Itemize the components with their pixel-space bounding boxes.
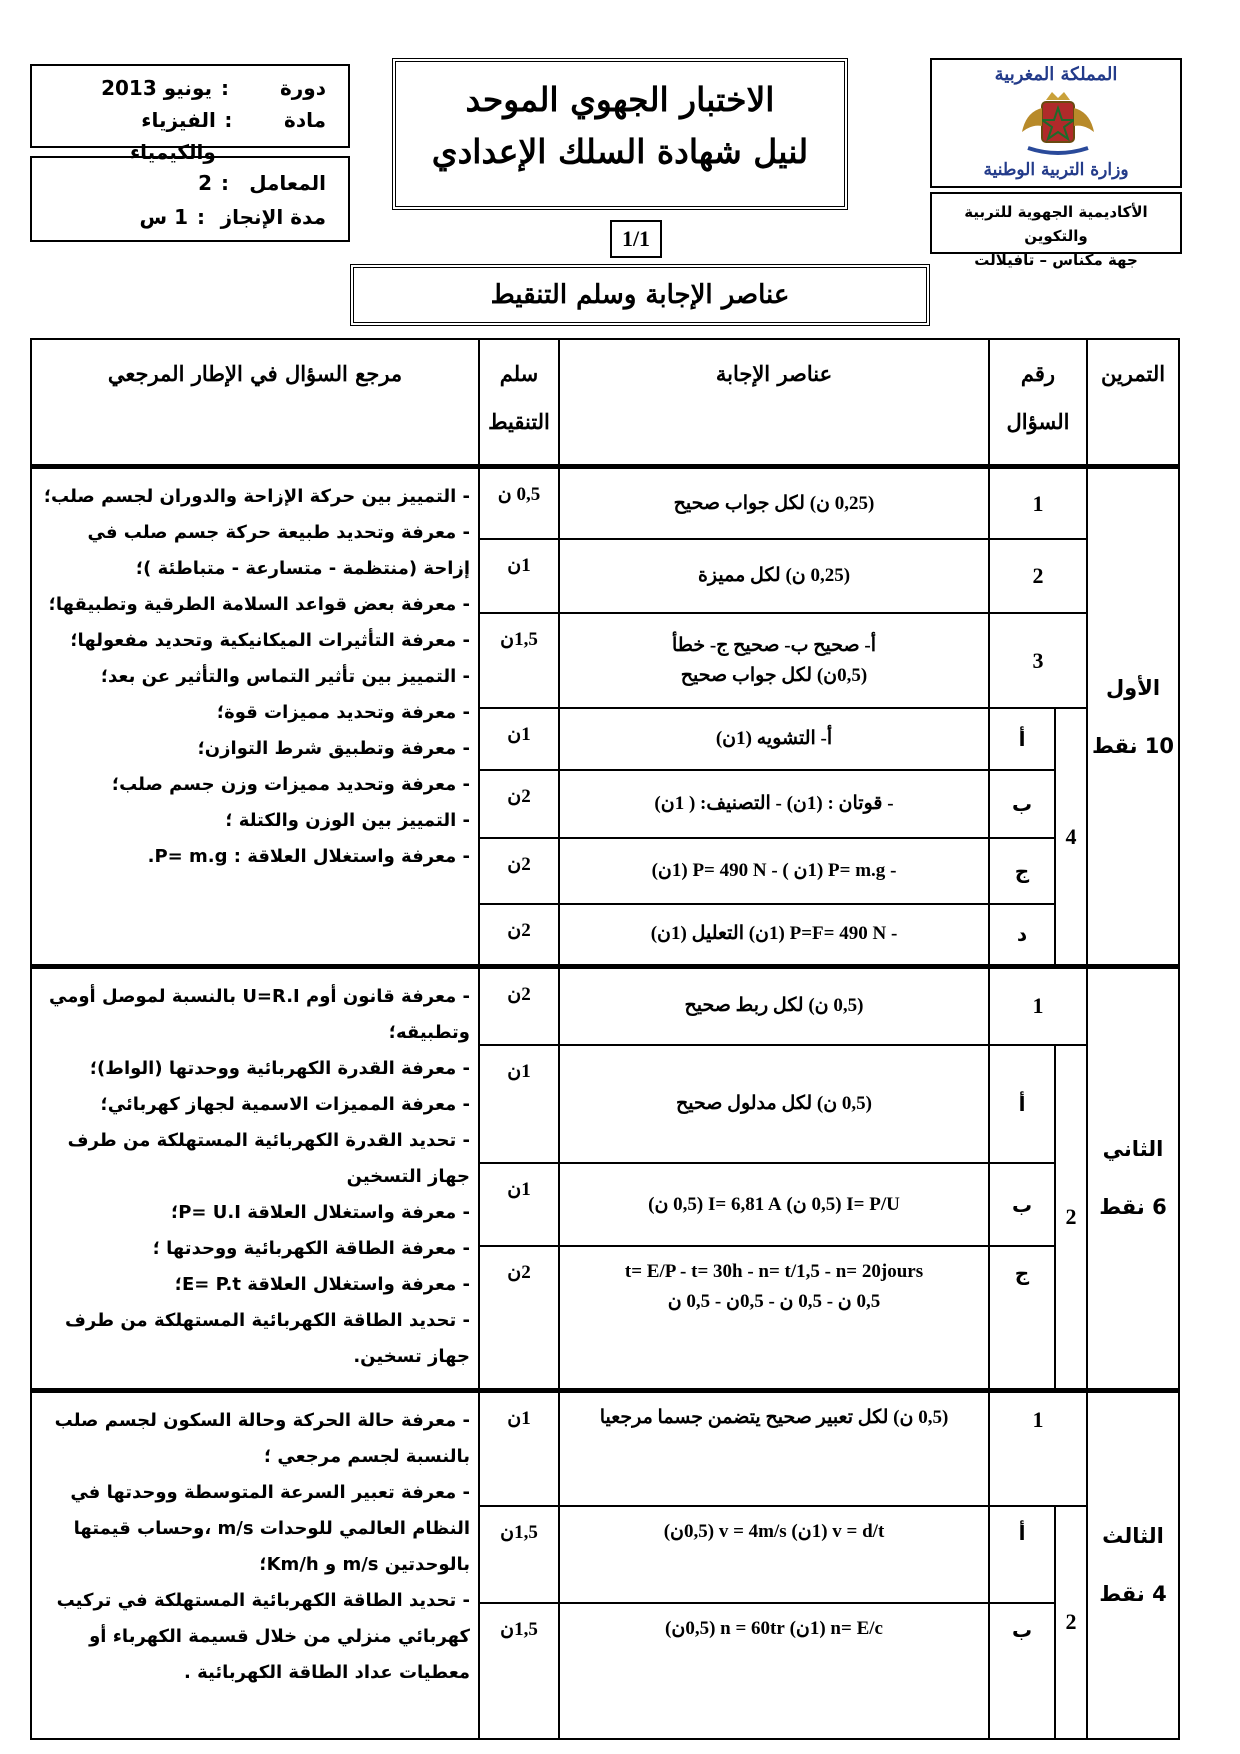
grading-cell: 1,5ن bbox=[479, 1506, 559, 1603]
exercise-2-cell bbox=[1087, 966, 1179, 1390]
reference-item: - تحديد الطاقة الكهربائية المستهلكة في تركيب كهربائي منزلي من خلال قسيمة الكهرباء أو معطيات عداد الطاقة الكهربائية . bbox=[56, 1589, 470, 1683]
reference-item: - معرفة المميزات الاسمية لجهاز كهربائي؛ bbox=[100, 1093, 470, 1115]
grading-cell: 1ن bbox=[479, 708, 559, 770]
reference-cell-ex2 bbox=[31, 966, 479, 1390]
grading-table bbox=[30, 338, 1180, 1740]
grading-cell: 2ن bbox=[479, 770, 559, 838]
sub-question-letter: ب bbox=[989, 1603, 1055, 1739]
sub-question-letter: ج bbox=[989, 838, 1055, 904]
reference-item: - التمييز بين حركة الإزاحة والدوران لجسم صلب؛ bbox=[43, 486, 470, 508]
table-row bbox=[31, 467, 1179, 539]
sub-question-letter: أ bbox=[989, 1045, 1055, 1164]
kingdom-name: المملكة المغربية bbox=[994, 64, 1118, 85]
header-reference: مرجع السؤال في الإطار المرجعي bbox=[31, 339, 479, 467]
answer-cell bbox=[559, 1246, 989, 1390]
header-question-number: رقم السؤال bbox=[989, 339, 1087, 467]
answer-cell: (0,25 ن) لكل جواب صحيح bbox=[559, 467, 989, 539]
grading-cell: 1,5ن bbox=[479, 1603, 559, 1739]
sub-question-letter: د bbox=[989, 904, 1055, 966]
session-value: يونيو 2013 bbox=[101, 76, 212, 100]
colon: : bbox=[221, 171, 229, 195]
grading-cell: 2ن bbox=[479, 966, 559, 1044]
reference-item: - معرفة وتطبيق شرط التوازن؛ bbox=[197, 738, 470, 760]
ministry-logo-box bbox=[930, 58, 1182, 188]
grading-cell: 1ن bbox=[479, 1045, 559, 1164]
grading-cell: 0,5 ن bbox=[479, 467, 559, 539]
reference-item: - التمييز بين الوزن والكتلة ؛ bbox=[225, 810, 470, 832]
question-number: 4 bbox=[1055, 708, 1087, 966]
reference-item: - معرفة التأثيرات الميكانيكية وتحديد مفعولها؛ bbox=[70, 630, 470, 652]
reference-item: - معرفة وتحديد مميزات وزن جسم صلب؛ bbox=[111, 774, 470, 796]
answer-line: t= E/P - t= 30h - n= t/1,5 - n= 20jours bbox=[624, 1260, 924, 1282]
answer-cell bbox=[559, 613, 989, 708]
answer-cell: (0,5 ن) لكل ربط صحيح bbox=[559, 966, 989, 1044]
duration-value: 1 س bbox=[139, 205, 188, 229]
question-number: 2 bbox=[1055, 1506, 1087, 1739]
answer-cell: - قوتان : (1ن) - التصنيف: ( 1ن) bbox=[559, 770, 989, 838]
ministry-name: وزارة التربية الوطنية bbox=[983, 160, 1129, 180]
header-answer: عناصر الإجابة bbox=[559, 339, 989, 467]
reference-cell-ex1 bbox=[31, 467, 479, 966]
question-number: 2 bbox=[989, 539, 1087, 613]
colon: : bbox=[221, 76, 229, 100]
coefficient-info-box bbox=[30, 156, 350, 242]
exercise-3-cell bbox=[1087, 1390, 1179, 1739]
exercise-1-name: الأول bbox=[1105, 675, 1161, 700]
grading-cell: 2ن bbox=[479, 838, 559, 904]
answer-line: 0,5 ن - 0,5 ن - 0,5ن - 0,5 ن bbox=[667, 1290, 881, 1312]
grading-cell: 2ن bbox=[479, 904, 559, 966]
exercise-2-name: الثاني bbox=[1102, 1137, 1164, 1162]
reference-item: - تحديد الطاقة الكهربائية المستهلكة من طرف جهاز تسخين. bbox=[65, 1309, 470, 1367]
answer-cell: (0,5 ن) لكل مدلول صحيح bbox=[559, 1045, 989, 1164]
answer-line: أ- صحيح ب- صحيح ج- خطأ bbox=[671, 634, 877, 656]
exam-title-box bbox=[392, 58, 848, 210]
table-header-row bbox=[31, 339, 1179, 467]
reference-item: - معرفة تعبير السرعة المتوسطة ووحدتها في النظام العالمي للوحدات m/s ،وحساب قيمتها بالوحدتين m/s و Km/h؛ bbox=[70, 1481, 470, 1575]
answer-cell: أ- التشويه (1ن) bbox=[559, 708, 989, 770]
reference-item: - معرفة واستغلال العلاقة E= P.t؛ bbox=[174, 1273, 470, 1295]
answer-cell: - P=F= 490 N (1ن) التعليل (1ن) bbox=[559, 904, 989, 966]
answer-cell: n= E/c (1ن) n = 60tr (0,5ن) bbox=[559, 1603, 989, 1739]
reference-item: - معرفة حالة الحركة وحالة السكون لجسم صلب بالنسبة لجسم مرجعي ؛ bbox=[54, 1409, 470, 1467]
reference-cell-ex3 bbox=[31, 1390, 479, 1739]
reference-item: - معرفة واستغلال العلاقة : P= m.g. bbox=[147, 846, 470, 868]
reference-item: - معرفة واستغلال العلاقة P= U.I؛ bbox=[171, 1201, 470, 1223]
answer-cell: (0,5 ن) لكل تعبير صحيح يتضمن جسما مرجعيا bbox=[559, 1390, 989, 1506]
table-row bbox=[31, 966, 1179, 1044]
grading-title: عناصر الإجابة وسلم التنقيط bbox=[350, 264, 930, 326]
colon: : bbox=[197, 205, 205, 229]
question-number: 2 bbox=[1055, 1045, 1087, 1391]
sub-question-letter: أ bbox=[989, 708, 1055, 770]
reference-item: - معرفة بعض قواعد السلامة الطرقية وتطبيقها؛ bbox=[48, 594, 470, 616]
sub-question-letter: ج bbox=[989, 1246, 1055, 1390]
academy-line-2: جهة مكناس – تافيلالت bbox=[974, 251, 1138, 269]
reference-item: - معرفة قانون أوم U=R.I بالنسبة لموصل أومي وتطبيقه؛ bbox=[49, 985, 470, 1043]
grading-cell: 1ن bbox=[479, 539, 559, 613]
header-exercise: التمرين bbox=[1087, 339, 1179, 467]
answer-cell: (0,25 ن) لكل مميزة bbox=[559, 539, 989, 613]
exam-title-line-2: لنيل شهادة السلك الإعدادي bbox=[431, 132, 809, 171]
reference-item: - معرفة القدرة الكهربائية ووحدتها (الواط)؛ bbox=[89, 1057, 470, 1079]
academy-box bbox=[930, 192, 1182, 269]
answer-cell: - P= m.g (1ن ) - P= 490 N (1ن) bbox=[559, 838, 989, 904]
session-label: دورة bbox=[279, 76, 326, 100]
exercise-3-points: 4 نقط bbox=[1099, 1582, 1167, 1607]
coefficient-label: المعامل bbox=[249, 171, 326, 195]
sub-question-letter: أ bbox=[989, 1506, 1055, 1603]
page-number: 1/1 bbox=[610, 220, 662, 258]
header-grading: سلم التنقيط bbox=[479, 339, 559, 467]
reference-item: - معرفة الطاقة الكهربائية ووحدتها ؛ bbox=[152, 1237, 470, 1259]
question-number: 1 bbox=[989, 966, 1087, 1044]
question-number: 1 bbox=[989, 467, 1087, 539]
reference-item: - تحديد القدرة الكهربائية المستهلكة من طرف جهاز التسخين bbox=[67, 1129, 470, 1187]
coefficient-value: 2 bbox=[198, 171, 212, 195]
reference-item: - معرفة وتحديد مميزات قوة؛ bbox=[216, 702, 470, 724]
exercise-1-points: 10 نقط bbox=[1091, 733, 1175, 758]
subject-value: الفيزياء والكيمياء bbox=[129, 108, 216, 164]
question-number: 3 bbox=[989, 613, 1087, 708]
exercise-3-name: الثالث bbox=[1102, 1524, 1164, 1549]
exercise-1-cell bbox=[1087, 467, 1179, 966]
exercise-2-points: 6 نقط bbox=[1099, 1195, 1167, 1220]
grading-cell: 1ن bbox=[479, 1390, 559, 1506]
answer-cell: v = d/t (1ن) v = 4m/s (0,5ن) bbox=[559, 1506, 989, 1603]
grading-cell: 1ن bbox=[479, 1163, 559, 1246]
moroccan-emblem-icon bbox=[1008, 88, 1108, 156]
exam-title-line-1: الاختبار الجهوي الموحد bbox=[465, 80, 775, 119]
answer-line: (0,5ن) لكل جواب صحيح bbox=[680, 664, 868, 686]
reference-item: - التمييز بين تأثير التماس والتأثير عن بعد؛ bbox=[100, 666, 470, 688]
sub-question-letter: ب bbox=[989, 770, 1055, 838]
academy-line-1: الأكاديمية الجهوية للتربية والتكوين bbox=[964, 203, 1148, 245]
subject-label: مادة bbox=[284, 108, 326, 132]
answer-cell: I= P/U (0,5 ن) I= 6,81 A (0,5 ن) bbox=[559, 1163, 989, 1246]
reference-item: - معرفة وتحديد طبيعة حركة جسم صلب في إزاحة (منتظمة - متسارعة - متباطئة )؛ bbox=[87, 522, 470, 580]
grading-cell: 1,5ن bbox=[479, 613, 559, 708]
sub-question-letter: ب bbox=[989, 1163, 1055, 1246]
table-row bbox=[31, 1390, 1179, 1506]
grading-cell: 2ن bbox=[479, 1246, 559, 1390]
duration-label: مدة الإنجاز bbox=[220, 205, 326, 229]
session-info-box bbox=[30, 64, 350, 164]
colon: : bbox=[224, 108, 233, 132]
question-number: 1 bbox=[989, 1390, 1087, 1506]
